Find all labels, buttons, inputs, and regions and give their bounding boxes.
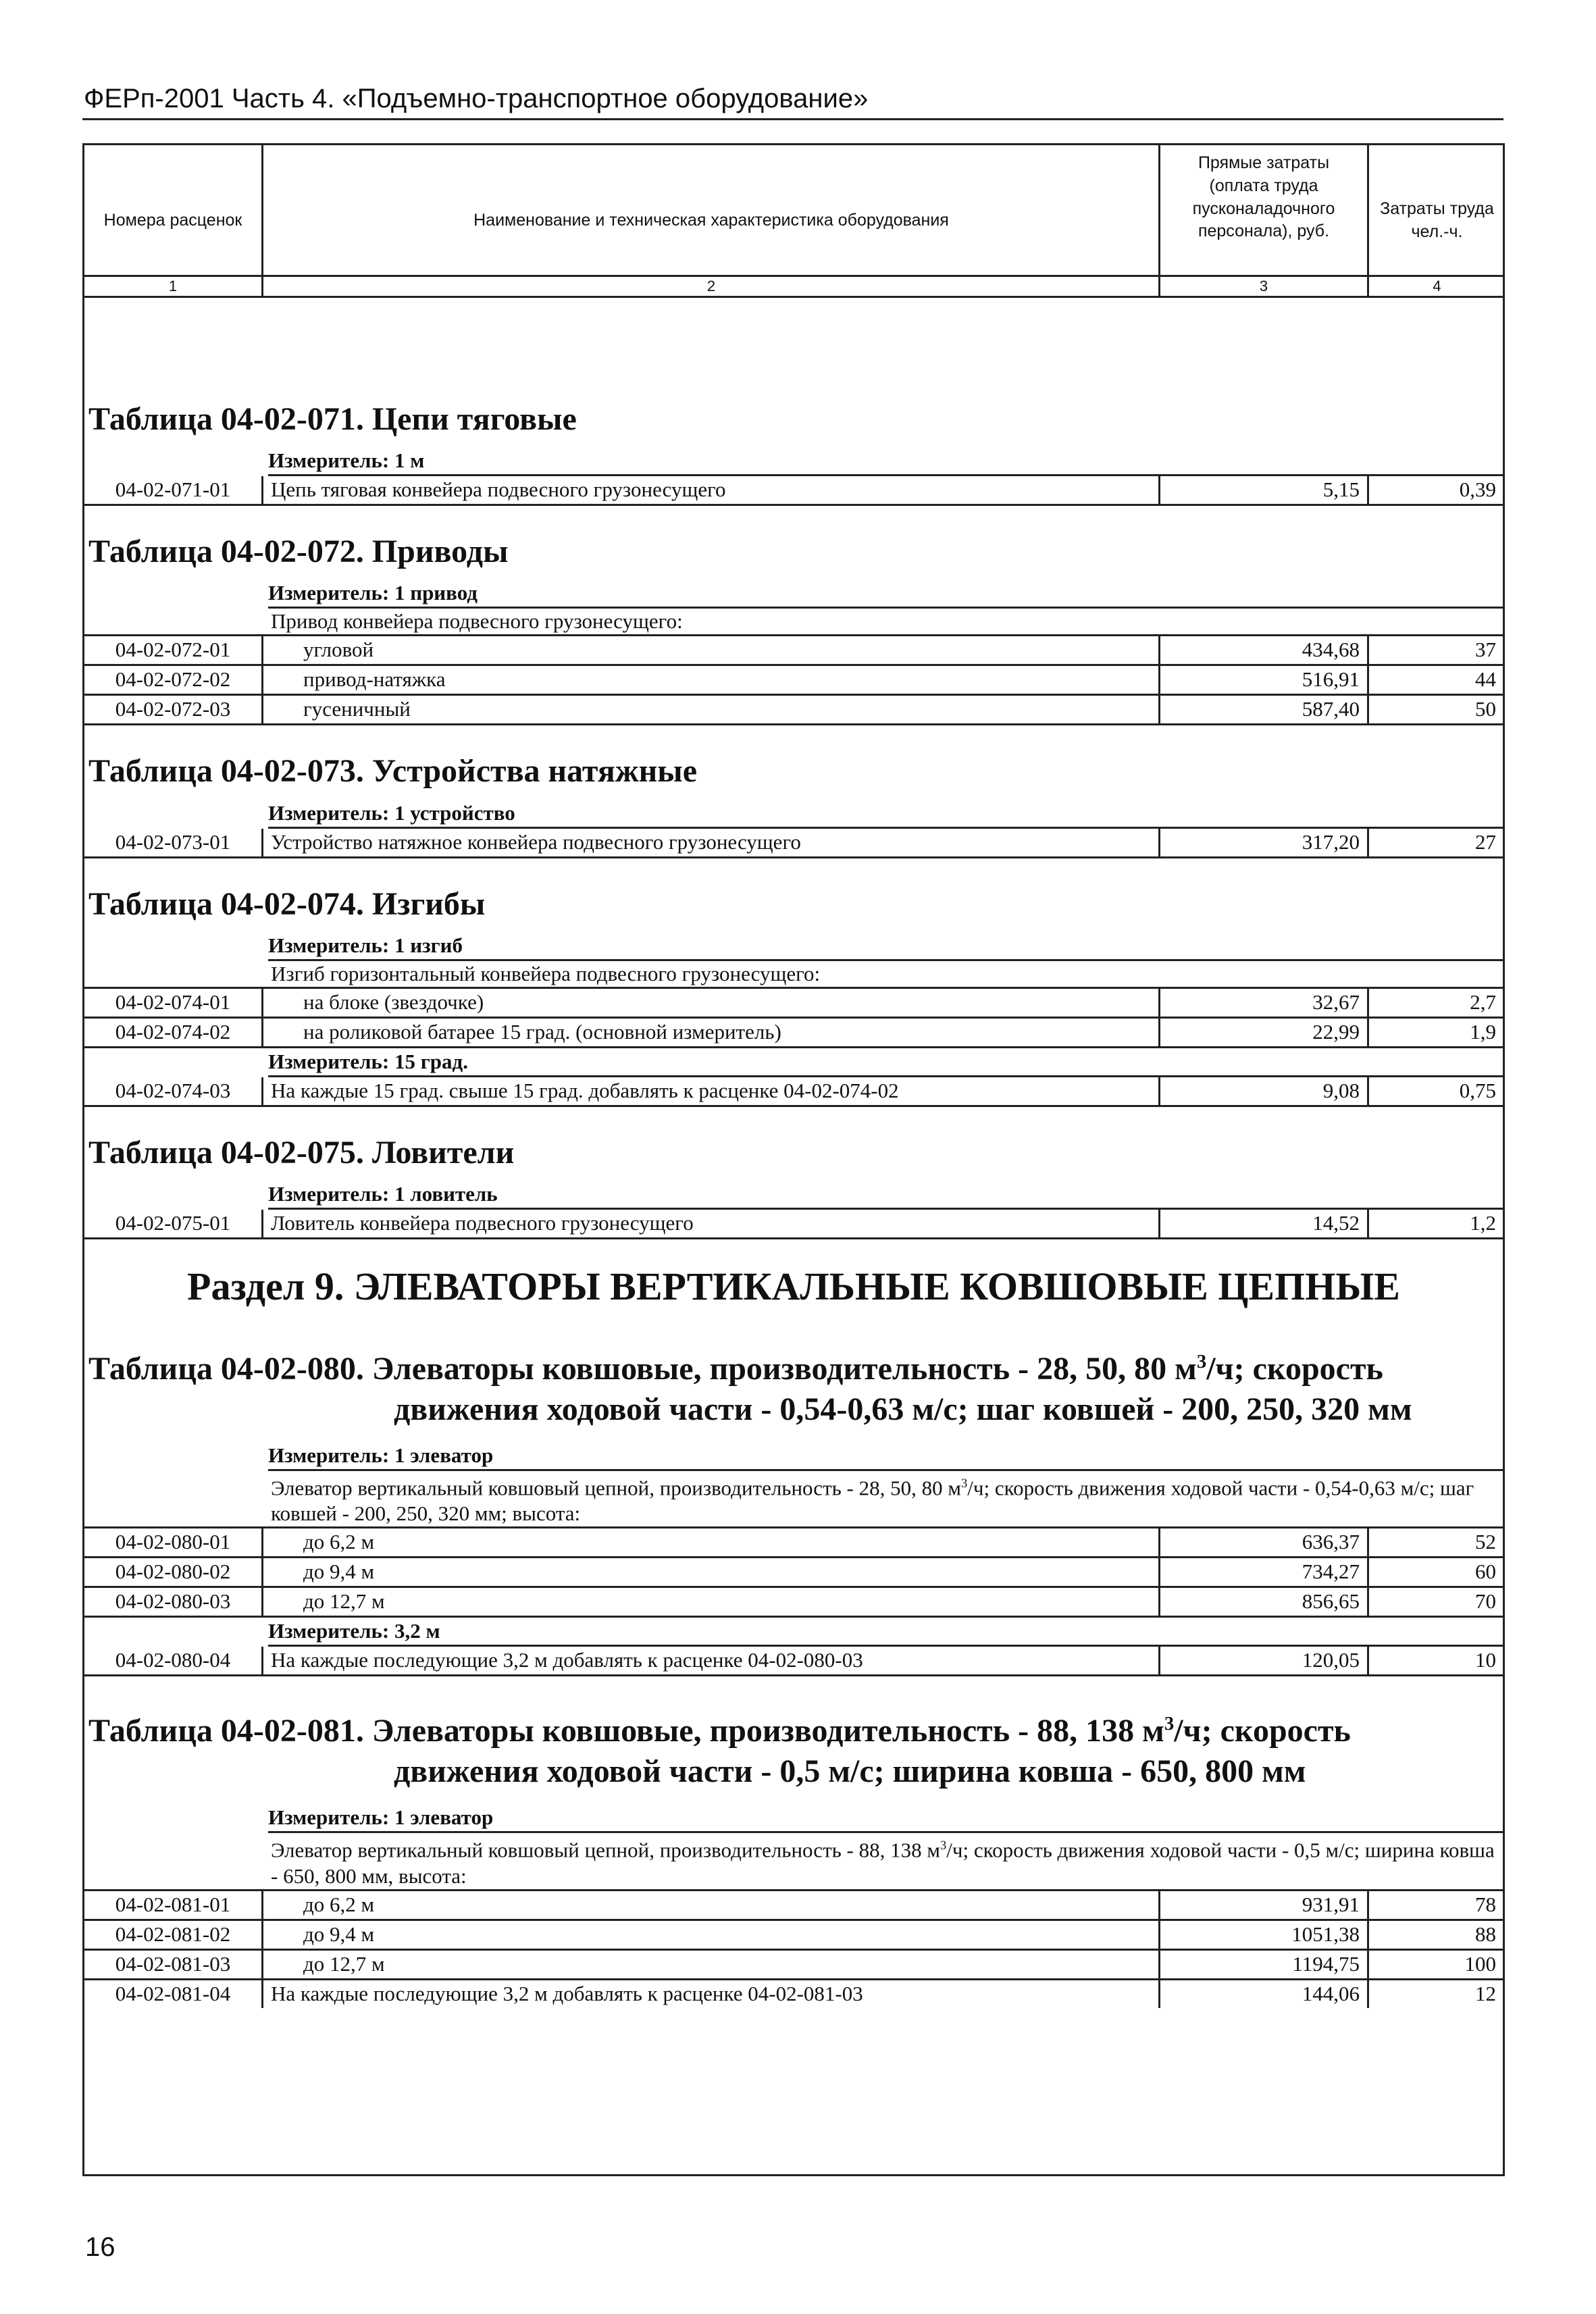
rate-name: до 9,4 м bbox=[303, 1922, 375, 1946]
rate-direct-cost: 636,37 bbox=[1302, 1530, 1360, 1554]
rate-direct-cost: 120,05 bbox=[1302, 1648, 1360, 1672]
rate-labor: 70 bbox=[1475, 1589, 1496, 1614]
rate-code: 04-02-074-03 bbox=[115, 1078, 231, 1102]
col-number-4: 4 bbox=[1433, 278, 1441, 294]
rate-labor: 1,9 bbox=[1470, 1019, 1496, 1044]
col-number-3: 3 bbox=[1259, 278, 1268, 294]
rate-code: 04-02-081-02 bbox=[115, 1922, 231, 1946]
rate-direct-cost: 1194,75 bbox=[1292, 1951, 1360, 1976]
rate-code: 04-02-072-03 bbox=[115, 697, 231, 721]
page-header-title: ФЕРп-2001 Часть 4. «Подъемно-транспортное оборудование» bbox=[84, 84, 869, 113]
header-vsep-3 bbox=[1367, 145, 1369, 298]
rate-direct-cost: 144,06 bbox=[1302, 1981, 1360, 2005]
col-header-codes: Номера расценок bbox=[103, 210, 242, 230]
rate-labor: 44 bbox=[1475, 667, 1496, 692]
table-081-title: Таблица 04-02-081. Элеваторы ковшовые, производительность - 88, 138 $м^3/ч$; скорость движения ходовой части - 0,5 м/с; ширина ковша - 650, 800 мм bbox=[88, 1713, 1351, 1790]
rate-direct-cost: 931,91 bbox=[1302, 1892, 1360, 1916]
table-072-intro: Привод конвейера подвесного грузонесущего: bbox=[84, 609, 1503, 636]
table-081-intro: Элеватор вертикальный ковшовый цепной, производительность - 88, 138 $м^3/ч$; скорость движения ходовой части - 0,5 м/с; ширина ковша - 650, 800 мм, высота: bbox=[84, 1833, 1503, 1891]
table-080-title: Таблица 04-02-080. Элеваторы ковшовые, производительность - 28, 50, 80 $м^3/ч$; скорость движения ходовой части - 0,54-0,63 м/с; шаг ковшей - 200, 250, 320 мм bbox=[88, 1350, 1412, 1427]
header-rule bbox=[82, 118, 1503, 120]
rate-direct-cost: 434,68 bbox=[1302, 638, 1360, 662]
rates-table bbox=[82, 143, 1505, 2176]
rate-code: 04-02-081-01 bbox=[115, 1892, 231, 1916]
table-row bbox=[84, 476, 1503, 506]
table-075-title: Таблица 04-02-075. Ловители bbox=[88, 1134, 515, 1171]
rate-code: 04-02-075-01 bbox=[115, 1210, 231, 1235]
rate-direct-cost: 5,15 bbox=[1322, 478, 1360, 502]
rate-name: Ловитель конвейера подвесного грузонесущего bbox=[271, 1210, 694, 1235]
table-074-intro: Изгиб горизонтальный конвейера подвесного грузонесущего: bbox=[84, 961, 1503, 989]
table-row bbox=[84, 1891, 1503, 1921]
table-row bbox=[84, 1019, 1503, 1048]
rate-name: Цепь тяговая конвейера подвесного грузонесущего bbox=[271, 478, 726, 502]
table-row bbox=[84, 1558, 1503, 1588]
table-080-measure-2: Измеритель: 3,2 м bbox=[268, 1618, 1505, 1647]
rate-labor: 0,75 bbox=[1459, 1078, 1496, 1102]
rate-labor: 2,7 bbox=[1470, 989, 1496, 1014]
rate-code: 04-02-080-02 bbox=[115, 1560, 231, 1584]
rate-name: привод-натяжка bbox=[303, 667, 446, 692]
rate-direct-cost: 9,08 bbox=[1322, 1078, 1360, 1102]
table-074-measure-2: Измеритель: 15 град. bbox=[268, 1048, 1505, 1077]
page-number: 16 bbox=[85, 2232, 115, 2262]
table-row bbox=[84, 1077, 1503, 1107]
table-080-intro: Элеватор вертикальный ковшовый цепной, производительность - 28, 50, 80 $м^3/ч$; скорость движения ходовой части - 0,54-0,63 м/с; шаг ковшей - 200, 250, 320 мм; высота: bbox=[84, 1471, 1503, 1528]
rate-direct-cost: 587,40 bbox=[1302, 697, 1360, 721]
rate-labor: 52 bbox=[1475, 1530, 1496, 1554]
table-073-measure: Измеритель: 1 устройство bbox=[268, 800, 1505, 829]
table-row bbox=[84, 989, 1503, 1019]
table-074-title: Таблица 04-02-074. Изгибы bbox=[88, 885, 486, 922]
table-row bbox=[84, 1528, 1503, 1558]
rate-code: 04-02-074-02 bbox=[115, 1019, 231, 1044]
rate-code: 04-02-072-01 bbox=[115, 638, 231, 662]
col-header-name: Наименование и техническая характеристика оборудования bbox=[473, 210, 949, 230]
rate-code: 04-02-071-01 bbox=[115, 478, 231, 502]
rate-name: На каждые последующие 3,2 м добавлять к расценке 04-02-081-03 bbox=[271, 1981, 863, 2005]
rate-code: 04-02-074-01 bbox=[115, 989, 231, 1014]
table-075-measure: Измеритель: 1 ловитель bbox=[268, 1181, 1505, 1210]
rate-name: на роликовой батарее 15 град. (основной измеритель) bbox=[303, 1019, 781, 1044]
rate-direct-cost: 22,99 bbox=[1312, 1019, 1360, 1044]
rate-code: 04-02-081-04 bbox=[115, 1981, 231, 2005]
rate-name: угловой bbox=[303, 638, 374, 662]
rate-direct-cost: 1051,38 bbox=[1291, 1922, 1360, 1946]
col-number-2: 2 bbox=[706, 278, 716, 294]
rate-direct-cost: 856,65 bbox=[1302, 1589, 1360, 1614]
table-074-measure: Измеритель: 1 изгиб bbox=[268, 932, 1505, 961]
rate-code: 04-02-073-01 bbox=[115, 829, 231, 854]
rate-labor: 50 bbox=[1475, 697, 1496, 721]
rate-labor: 27 bbox=[1475, 829, 1496, 854]
rate-code: 04-02-081-03 bbox=[115, 1951, 231, 1976]
table-row bbox=[84, 1647, 1503, 1676]
rate-labor: 78 bbox=[1475, 1892, 1496, 1916]
section-9-title: Раздел 9. ЭЛЕВАТОРЫ ВЕРТИКАЛЬНЫЕ КОВШОВЫЕ ЦЕПНЫЕ bbox=[187, 1264, 1400, 1308]
table-row bbox=[84, 636, 1503, 666]
header-vsep-2 bbox=[1158, 145, 1160, 298]
table-row bbox=[84, 1921, 1503, 1951]
table-row bbox=[84, 829, 1503, 858]
rate-direct-cost: 734,27 bbox=[1302, 1560, 1360, 1584]
rate-labor: 12 bbox=[1475, 1981, 1496, 2005]
rate-direct-cost: 32,67 bbox=[1312, 989, 1360, 1014]
table-row bbox=[84, 1951, 1503, 1980]
table-body bbox=[84, 299, 1503, 2008]
table-073-title: Таблица 04-02-073. Устройства натяжные bbox=[88, 753, 698, 790]
rate-name: Устройство натяжное конвейера подвесного грузонесущего bbox=[271, 829, 801, 854]
rate-name: до 6,2 м bbox=[303, 1892, 375, 1916]
rate-labor: 37 bbox=[1475, 638, 1496, 662]
header-bottom-rule bbox=[84, 296, 1503, 298]
table-071-title: Таблица 04-02-071. Цепи тяговые bbox=[88, 401, 577, 437]
rate-labor: 0,39 bbox=[1459, 478, 1496, 502]
rate-code: 04-02-080-04 bbox=[115, 1648, 231, 1672]
table-081-measure: Измеритель: 1 элеватор bbox=[268, 1804, 1505, 1833]
rate-name: На каждые последующие 3,2 м добавлять к расценке 04-02-080-03 bbox=[271, 1648, 863, 1672]
rate-code: 04-02-072-02 bbox=[115, 667, 231, 692]
rate-labor: 100 bbox=[1464, 1951, 1496, 1976]
rate-labor: 10 bbox=[1475, 1648, 1496, 1672]
table-row bbox=[84, 696, 1503, 725]
table-row bbox=[84, 666, 1503, 696]
col-number-1: 1 bbox=[168, 278, 178, 294]
col-header-direct-costs: Прямые затраты (оплата труда пусконаладочного персонала), руб. bbox=[1192, 153, 1335, 241]
rate-direct-cost: 516,91 bbox=[1302, 667, 1360, 692]
table-row bbox=[84, 1210, 1503, 1239]
col-header-labor: Затраты труда чел.-ч. bbox=[1380, 199, 1494, 241]
rate-labor: 1,2 bbox=[1470, 1210, 1496, 1235]
table-row bbox=[84, 1980, 1503, 2008]
rate-labor: 88 bbox=[1475, 1922, 1496, 1946]
rate-code: 04-02-080-03 bbox=[115, 1589, 231, 1614]
table-080-measure: Измеритель: 1 элеватор bbox=[268, 1442, 1505, 1471]
table-072-measure: Измеритель: 1 привод bbox=[268, 580, 1505, 609]
rate-name: гусеничный bbox=[303, 697, 411, 721]
rate-name: на блоке (звездочке) bbox=[303, 989, 484, 1014]
table-072-title: Таблица 04-02-072. Приводы bbox=[88, 534, 509, 570]
rate-code: 04-02-080-01 bbox=[115, 1530, 231, 1554]
header-vsep-1 bbox=[261, 145, 263, 298]
rate-direct-cost: 317,20 bbox=[1302, 829, 1360, 854]
rate-name: до 12,7 м bbox=[303, 1589, 385, 1614]
rate-name: до 12,7 м bbox=[303, 1951, 385, 1976]
rate-name: На каждые 15 град. свыше 15 град. добавлять к расценке 04-02-074-02 bbox=[271, 1078, 899, 1102]
table-071-measure: Измеритель: 1 м bbox=[268, 447, 1505, 476]
rate-direct-cost: 14,52 bbox=[1312, 1210, 1360, 1235]
rate-name: до 6,2 м bbox=[303, 1530, 375, 1554]
rate-name: до 9,4 м bbox=[303, 1560, 375, 1584]
table-row bbox=[84, 1588, 1503, 1618]
rate-labor: 60 bbox=[1475, 1560, 1496, 1584]
